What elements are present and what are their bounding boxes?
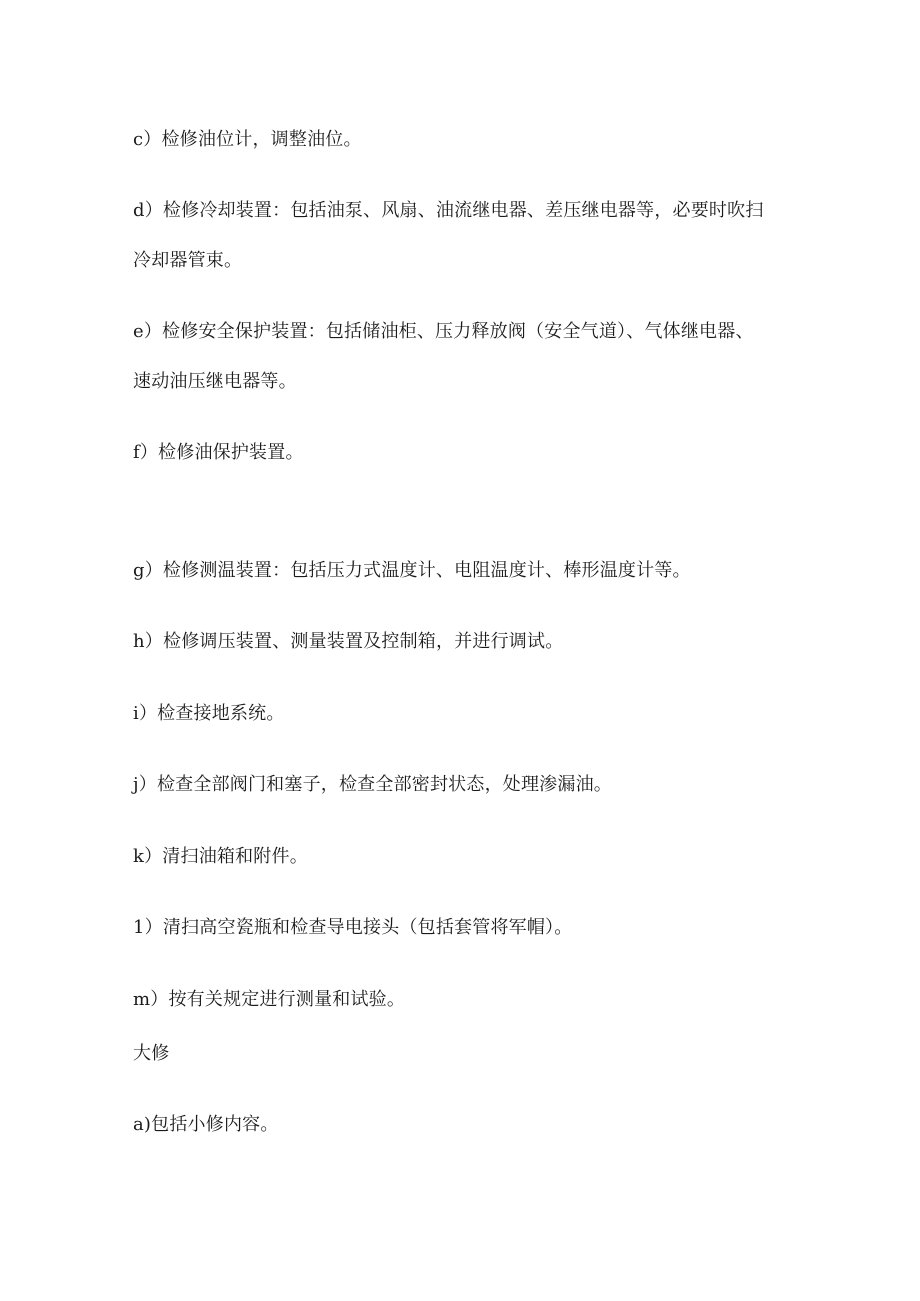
item-d-line-2: 冷却器管束。 [133,250,243,271]
item-h-line-1: h）检修调压装置、测量装置及控制箱，并进行调试。 [133,631,564,652]
item-f-line-1: f）检修油保护装置。 [133,442,304,463]
item-d-line-1: d）检修冷却装置：包括油泵、风扇、油流继电器、差压继电器等，必要时吹扫 [133,200,764,221]
overhaul-item-a-line-1: a)包括小修内容。 [133,1114,279,1135]
section-heading: 大修 [133,1043,170,1064]
item-i-line-1: i）检查接地系统。 [133,703,285,724]
item-e-line-1: e）检修安全保护装置：包括储油柜、压力释放阀（安全气道）、气体继电器、 [133,321,754,342]
item-k-line-1: k）清扫油箱和附件。 [133,846,308,867]
item-l-line-1: 1）清扫高空瓷瓶和检查导电接头（包括套管将军帽）。 [133,917,573,938]
item-m-line-1: m）按有关规定进行测量和试验。 [133,989,406,1010]
item-c-line-1: c）检修油位计，调整油位。 [133,129,362,150]
item-e-line-2: 速动油压继电器等。 [133,371,297,392]
item-g-line-1: g）检修测温装置：包括压力式温度计、电阻温度计、棒形温度计等。 [133,560,691,581]
item-j-line-1: j）检查全部阀门和塞子，检查全部密封状态，处理渗漏油。 [133,774,612,795]
